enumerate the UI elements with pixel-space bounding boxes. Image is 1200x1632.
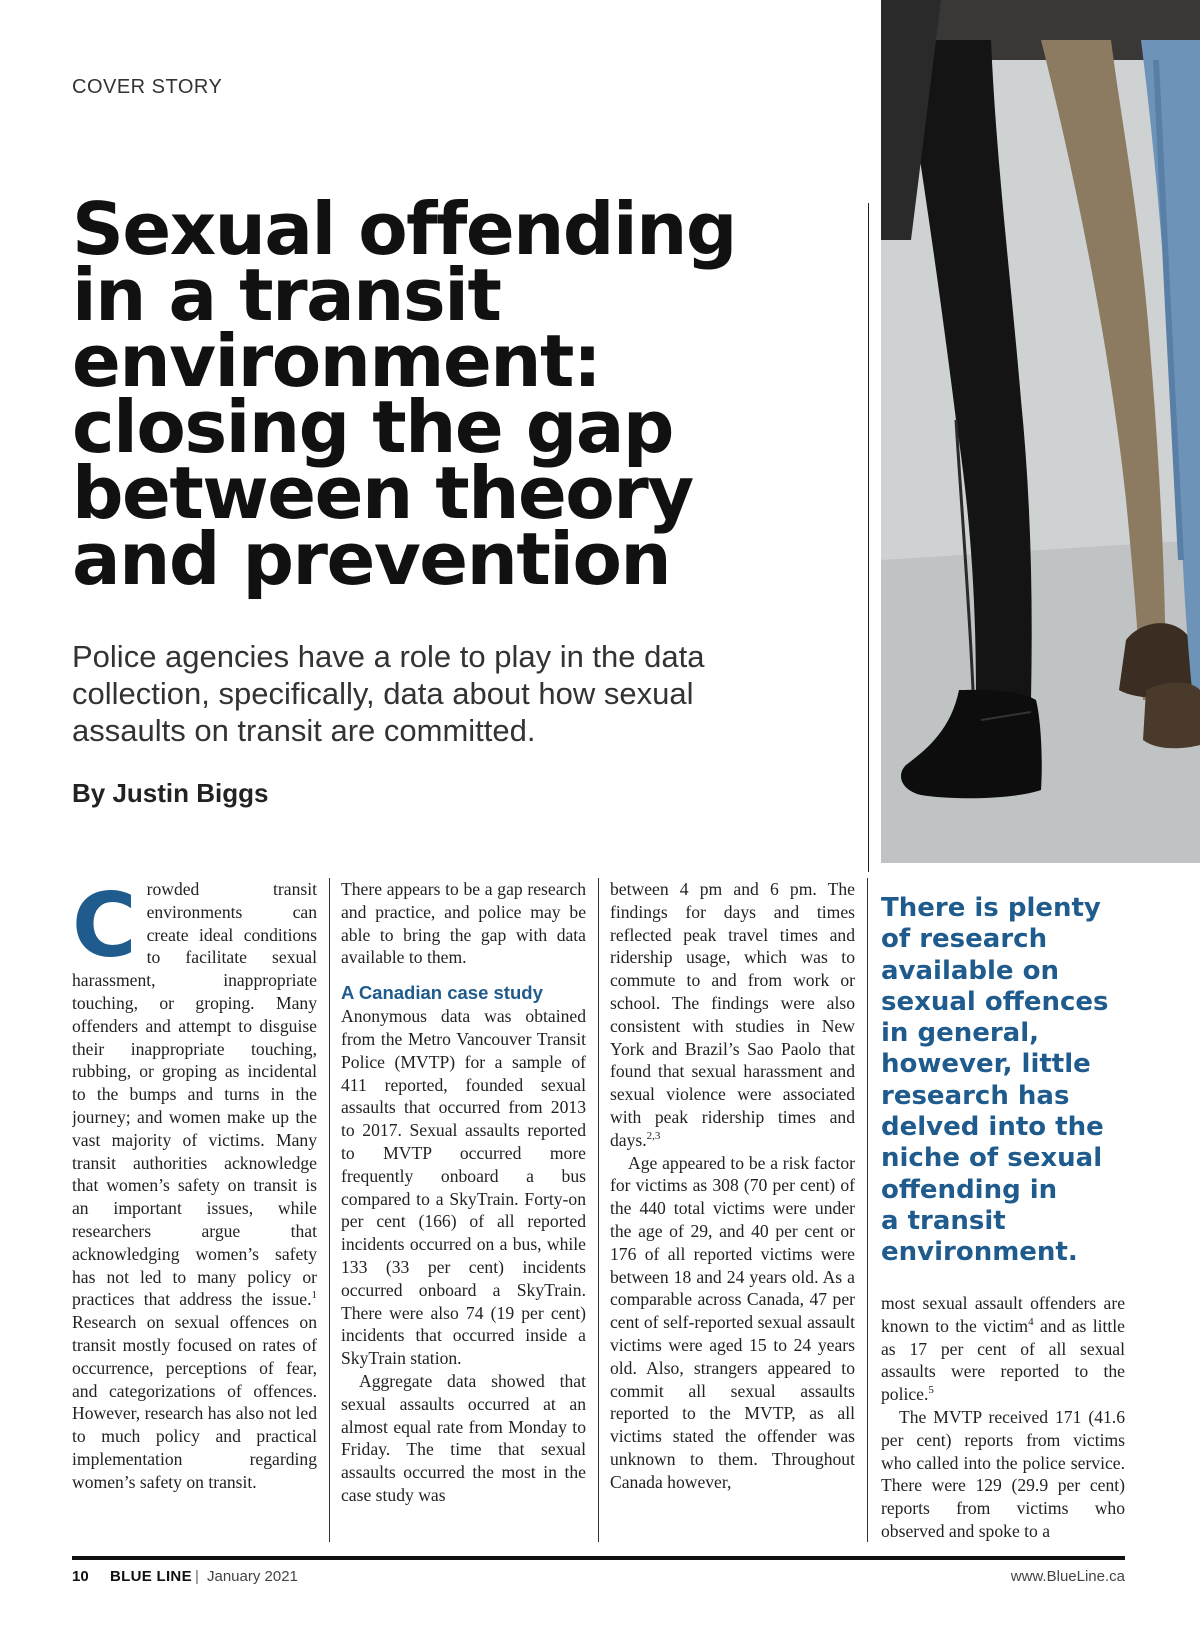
body-column-2: [341, 878, 586, 1541]
body-column-1: [72, 878, 317, 1541]
paragraph-text: rowded transit environments can create ideal conditions to facilitate sexual harassment, inappropriate touching, or groping. Many offenders and attempt to disguise their inappropriate touching, rubbing, or groping as incidental to the bumps and turns in the journey; and women make up the vast majority of victims. Many transit authorities acknowledge that women’s safety on transit is an important issues, while researchers argue that acknowledging women’s safety has not led to many policy or practices that address the issue.: [72, 879, 317, 1310]
headline-line: between theory: [72, 451, 693, 535]
page-footer: [72, 1568, 1125, 1594]
drop-cap: C: [72, 878, 137, 977]
paragraph-text: and as little as 17 per cent of all sexual assaults were reported to the police.: [881, 1315, 1125, 1405]
pull-quote-line: There is plenty: [881, 893, 1101, 923]
pull-quote-line: however, little: [881, 1049, 1091, 1080]
pull-quote: [881, 893, 1141, 1269]
headline-line: in a transit: [72, 253, 501, 337]
byline: By Justin Biggs: [72, 778, 269, 808]
paragraph-text: most sexual assault offenders are known to the victim: [881, 1293, 1125, 1336]
pull-quote-line: niche of sexual: [881, 1143, 1103, 1174]
paragraph: Aggregate data showed that sexual assaults occurred at an almost equal rate from Monday to Friday. The time that sexual assaults occurred the most in the case study was: [341, 1370, 586, 1505]
footnote-ref: 1: [311, 1289, 317, 1302]
body-column-4: [881, 1292, 1125, 1541]
column-rule: [598, 878, 599, 1542]
paragraph: Anonymous data was obtained from the Metro Vancouver Transit Police (MVTP) for a sample of 411 reported, founded sexual assaults that occurred from 2013 to 2017. Sexual assaults reported to MVTP occurred more frequently onboard a bus compared to a SkyTrain. Forty-on per cent (166) of all reported incidents occurred on a bus, while 133 (33 per cent) incidents occurred onboard a SkyTrain. There were also 74 (19 per cent) incidents that occurred inside a SkyTrain station.: [341, 1006, 586, 1369]
paragraph-text: between 4 pm and 6 pm. The findings for days and times reflected peak travel times and ridership usage, which was to commute to and from work or school. The findings were also consistent with studies in New York and Brazil’s Sao Paolo that found that sexual harassment and sexual violence were associated with peak ridership times and days.: [610, 879, 855, 1150]
pull-quote-line: of research: [881, 924, 1048, 955]
cover-photo: [881, 0, 1200, 863]
pull-quote-line: research has: [881, 1080, 1070, 1111]
paragraph-text: Research on sexual offences on transit mostly focused on rates of occurrence, perceptions of fear, and categorizations of offences. However, research has also not led to much policy and practical implementation regarding women’s safety on transit.: [72, 1312, 317, 1492]
footnote-ref: 4: [1028, 1315, 1034, 1328]
vertical-divider: [868, 203, 869, 872]
paragraph: [72, 878, 317, 1494]
pull-quote-line: a transit: [881, 1205, 1006, 1236]
footer-rule: [72, 1556, 1125, 1560]
body-column-3: [610, 878, 855, 1541]
magazine-name: BLUE LINE: [110, 1568, 192, 1585]
pull-quote-line: environment.: [881, 1237, 1078, 1268]
pull-quote-line: offending in: [881, 1174, 1058, 1205]
section-label: COVER STORY: [72, 76, 223, 98]
pull-quote-line: sexual offences: [881, 986, 1109, 1017]
paragraph: There appears to be a gap research and practice, and police may be able to bring the gap with data available to them.: [341, 879, 586, 968]
paragraph: [881, 1292, 1125, 1406]
headline-line: Sexual offending: [72, 187, 736, 271]
footnote-ref: 2,3: [646, 1129, 661, 1142]
headline-line: environment:: [72, 319, 601, 403]
pull-quote-line: available on: [881, 955, 1059, 986]
photo-illustration: [881, 0, 1200, 863]
deck: Police agencies have a role to play in the data collection, specifically, data about how sexual assaults on transit are committed.: [72, 639, 705, 748]
footer-separator: |: [195, 1568, 199, 1585]
pull-quote-line: in general,: [881, 1018, 1040, 1049]
headline: [72, 187, 812, 601]
paragraph: Age appeared to be a risk factor for victims as 308 (70 per cent) of the 440 total victims were under the age of 29, and 40 per cent or 176 of all reported victims were between 18 and 24 years old. As a comparable across Canada, 47 per cent of self-reported sexual assault victims were aged 15 to 24 years old. Also, strangers appeared to commit all sexual assaults reported to the MVTP, as all victims stated the offender was unknown to them. Throughout Canada however,: [610, 1152, 855, 1492]
website-link[interactable]: www.BlueLine.ca: [1010, 1568, 1125, 1585]
paragraph: The MVTP received 171 (41.6 per cent) reports from victims who called into the police service. There were 129 (29.9 per cent) reports from victims who observed and spoke to a: [881, 1406, 1125, 1541]
column-rule: [329, 878, 330, 1542]
column-rule: [867, 878, 868, 1542]
paragraph: [610, 878, 855, 1152]
issue-date: January 2021: [207, 1568, 298, 1585]
footnote-ref: 5: [928, 1384, 934, 1397]
pull-quote-line: delved into the: [881, 1112, 1104, 1143]
subhead: A Canadian case study: [341, 982, 543, 1004]
headline-line: and prevention: [72, 517, 671, 601]
page-number: 10: [72, 1568, 89, 1585]
headline-line: closing the gap: [72, 385, 673, 469]
